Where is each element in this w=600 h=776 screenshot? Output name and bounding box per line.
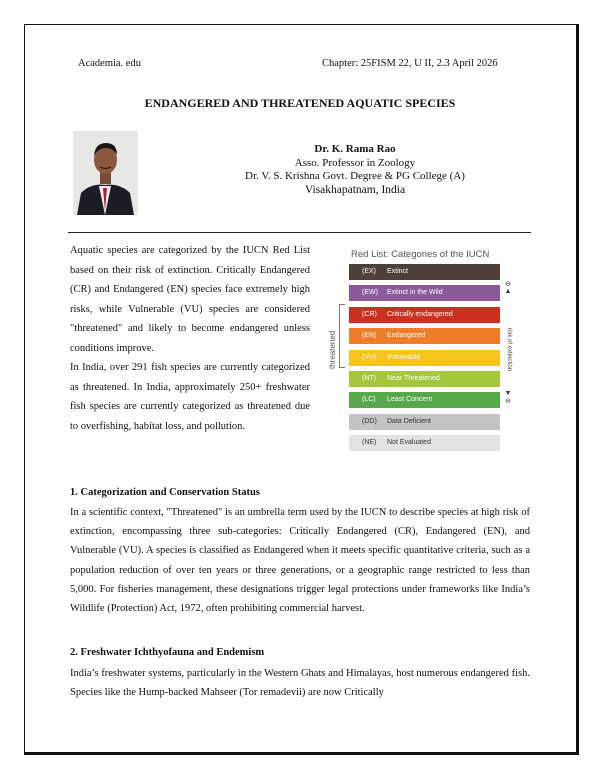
divider [68,232,531,233]
author-block [240,143,470,197]
iucn-category-label: Not Evaluated [387,439,431,447]
author-photo [73,131,138,215]
section-1-text [70,503,530,618]
iucn-category-label: Least Concern [387,396,433,404]
iucn-category-row [349,414,500,430]
iucn-category-label: Extinct in the Wild [387,289,443,297]
author-name: Dr. K. Rama Rao [314,143,396,155]
iucn-category-code: (EX) [362,268,376,275]
threatened-bracket [339,304,345,368]
author-position: Asso. Professor in Zoology [294,156,416,169]
section-1-heading: 1. Categorization and Conservation Status [70,487,260,498]
iucn-category-row [349,285,500,301]
iucn-category-label: Data Deficient [387,417,431,425]
iucn-categories-figure [325,244,527,454]
iucn-category-label: Endangered [387,332,426,340]
iucn-category-row [349,264,500,280]
intro-text [70,241,310,436]
iucn-category-code: (EN) [362,332,377,340]
iucn-category-label: Critically endangered [387,310,453,318]
iucn-category-code: (DD) [362,417,377,425]
intro-paragraph-2: In India, over 291 fish species are currently categorized as threatened. In India, approximately 250+ freshwater fish species are currently categorized as threatened due to overfishing, habitat loss, and pollution. [70,362,310,432]
header-source: Academia. edu [78,58,141,69]
iucn-category-code: (NT) [362,375,376,382]
iucn-category-row [349,350,500,366]
iucn-category-row [349,435,500,451]
iucn-category-code: (LC) [362,396,376,404]
iucn-category-code: (CR) [362,310,377,318]
author-city: Visakhapatnam, India [304,183,406,196]
iucn-category-row [349,371,500,387]
risk-arrow-up-icon: ⊖ ▲ [504,281,512,295]
iucn-figure-title: Red List: Categories of the IUCN [351,249,490,260]
iucn-category-row [349,328,500,344]
risk-label: risk of extinction [506,328,512,372]
iucn-category-code: (EW) [362,289,378,297]
section-1-paragraph: In a scientific context, "Threatened" is an umbrella term used by the IUCN to describe species at high risk of extinction, encompassing three sub-categories: Critically Endangered (CR), Endangered (EN), and Vulnerable (VU). A species is classified as Endangered when it meets specific quantitative criteria, such as a population reduction of over ten years or three generations, or a geographic range restricted to less than 5,000. For fisheries management, these designations trigger legal protections under frameworks like India’s Wildlife (Protection) Act, 1972, often prohibiting commercial harvest. [70,507,530,615]
risk-arrow-down-icon: ▼ ⊖ [504,390,512,405]
iucn-category-code: (VU) [362,353,377,361]
section-2-heading: 2. Freshwater Ichthyofauna and Endemism [70,647,265,658]
threatened-label: threatened [328,330,337,370]
iucn-category-row [349,307,500,323]
iucn-category-label: Extinct [387,268,409,275]
iucn-category-code: (NE) [362,439,377,447]
iucn-category-row [349,392,500,408]
section-2-text [70,664,530,702]
section-2-paragraph: India’s freshwater systems, particularly in the Western Ghats and Himalayas, host numerous endangered fish. Species like the Hump-backed Mahseer (Tor remadevii) are now Critically [70,668,530,699]
iucn-category-label: Near Threatened [387,375,440,382]
header-chapter: Chapter: 25FISM 22, U II, 2.3 April 2026 [322,58,498,69]
iucn-category-label: Vulnerable [387,353,421,361]
intro-paragraph-1: Aquatic species are categorized by the IUCN Red List based on their risk of extinction. Critically Endangered (CR) and Endangered (EN) species face extremely high risks, while Vulnerable (VU) species are considered "threatened" and likely to become endangered unless conditions improve. [70,245,310,354]
author-college: Dr. V. S. Krishna Govt. Degree & PG College (A) [245,170,465,182]
page-title: ENDANGERED AND THREATENED AQUATIC SPECIES [144,96,456,110]
